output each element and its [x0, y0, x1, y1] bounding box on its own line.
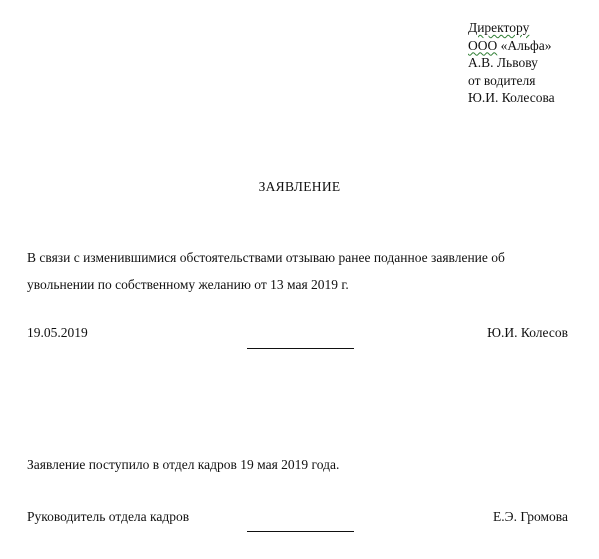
body-line-1: В связи с изменившимися обстоятельствами отзываю ранее поданное заявление об [27, 250, 505, 265]
body-line-2: увольнении по собственному желанию от 13 мая 2019 г. [27, 277, 349, 292]
hr-head-name: Е.Э. Громова [493, 509, 568, 524]
company-name: «Альфа» [497, 37, 552, 53]
addressee-block [468, 19, 555, 107]
hr-head-position: Руководитель отдела кадров [27, 509, 190, 524]
hr-signature-line [247, 531, 354, 532]
addressee-line-director [468, 19, 555, 37]
addressee-line-name: А.В. Львову [468, 55, 538, 70]
signer-name: Ю.И. Колесов [487, 325, 568, 340]
signature-line [247, 348, 354, 349]
addressee-line-sender: Ю.И. Колесова [468, 90, 555, 105]
document-body [27, 244, 575, 298]
addressee-line-from: от водителя [468, 72, 536, 88]
hr-received-note: Заявление поступило в отдел кадров 19 мая 2019 года. [27, 457, 340, 472]
spellcheck-word-ooo: ООО [468, 37, 498, 53]
addressee-line-company [468, 37, 555, 55]
spellcheck-word-director: Директору [468, 20, 530, 35]
signature-date: 19.05.2019 [27, 325, 88, 340]
document-title: ЗАЯВЛЕНИЕ [258, 179, 341, 194]
